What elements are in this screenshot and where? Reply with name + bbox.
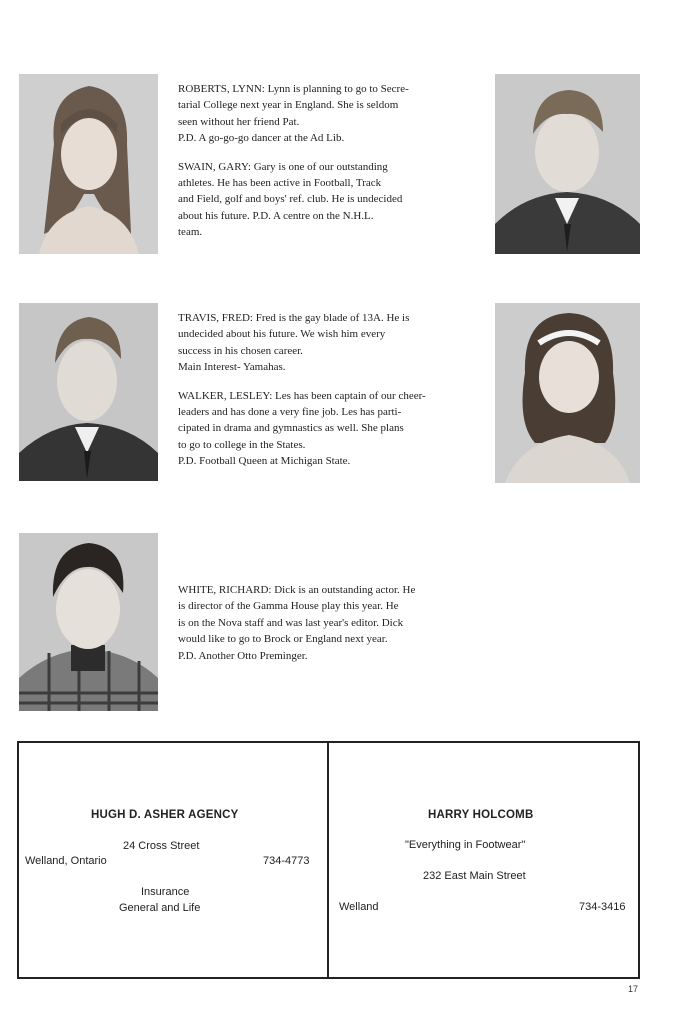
bio-swain-gary: SWAIN, GARY: Gary is one of our outstanding athletes. He has been active in Football, Track and Field, golf and boys' ref. club. He is undecided about his future. P.D. A centre on the N.H.L. team.	[178, 160, 403, 239]
ad-left-city: Welland, Ontario	[25, 855, 107, 867]
bio-column-row3	[178, 582, 478, 676]
ad-left-title: HUGH D. ASHER AGENCY	[91, 809, 239, 821]
ad-right-address: 232 East Main Street	[423, 870, 526, 882]
portrait-walker-lesley	[495, 303, 640, 483]
bio-roberts-lynn: ROBERTS, LYNN: Lynn is planning to go to Secre- tarial College next year in England. She is seldom seen without her friend Pat. P.D. A go-go-go dancer at the Ad Lib.	[178, 83, 409, 145]
bio-walker-lesley: WALKER, LESLEY: Les has been captain of our cheer- leaders and has done a very fine job. Les has parti- cipated in drama and gymnastics as well. She plans to go to college in the States. P.D. Football Queen at Michigan State.	[178, 389, 426, 468]
bio-column-row1	[178, 81, 478, 253]
ad-left-phone: 734-4773	[263, 855, 310, 867]
portrait-travis-fred	[19, 303, 158, 481]
bio-travis-fred: TRAVIS, FRED: Fred is the gay blade of 13A. He is undecided about his future. We wish him every success in his chosen career. Main Interest- Yamahas.	[178, 312, 410, 374]
advertisement-box	[17, 741, 640, 979]
ad-right-slogan: "Everything in Footwear"	[405, 839, 526, 851]
portrait-roberts-lynn	[19, 74, 158, 254]
portrait-white-richard	[19, 533, 158, 711]
ad-divider	[327, 743, 329, 977]
ad-left-address: 24 Cross Street	[123, 840, 200, 852]
page-number: 17	[627, 984, 638, 994]
ad-left-line2: General and Life	[119, 902, 201, 914]
bio-white-richard: WHITE, RICHARD: Dick is an outstanding actor. He is director of the Gamma House play this year. He is on the Nova staff and was last year's editor. Dick would like to go to Brock or England next year. P.D. Another Otto Preminger.	[178, 584, 416, 662]
portrait-swain-gary	[495, 74, 640, 254]
bio-column-row2	[178, 310, 478, 482]
ad-left-line1: Insurance	[141, 886, 190, 898]
ad-right-city: Welland	[339, 901, 379, 913]
ad-right-phone: 734-3416	[579, 901, 626, 913]
ad-right-title: HARRY HOLCOMB	[428, 809, 534, 821]
